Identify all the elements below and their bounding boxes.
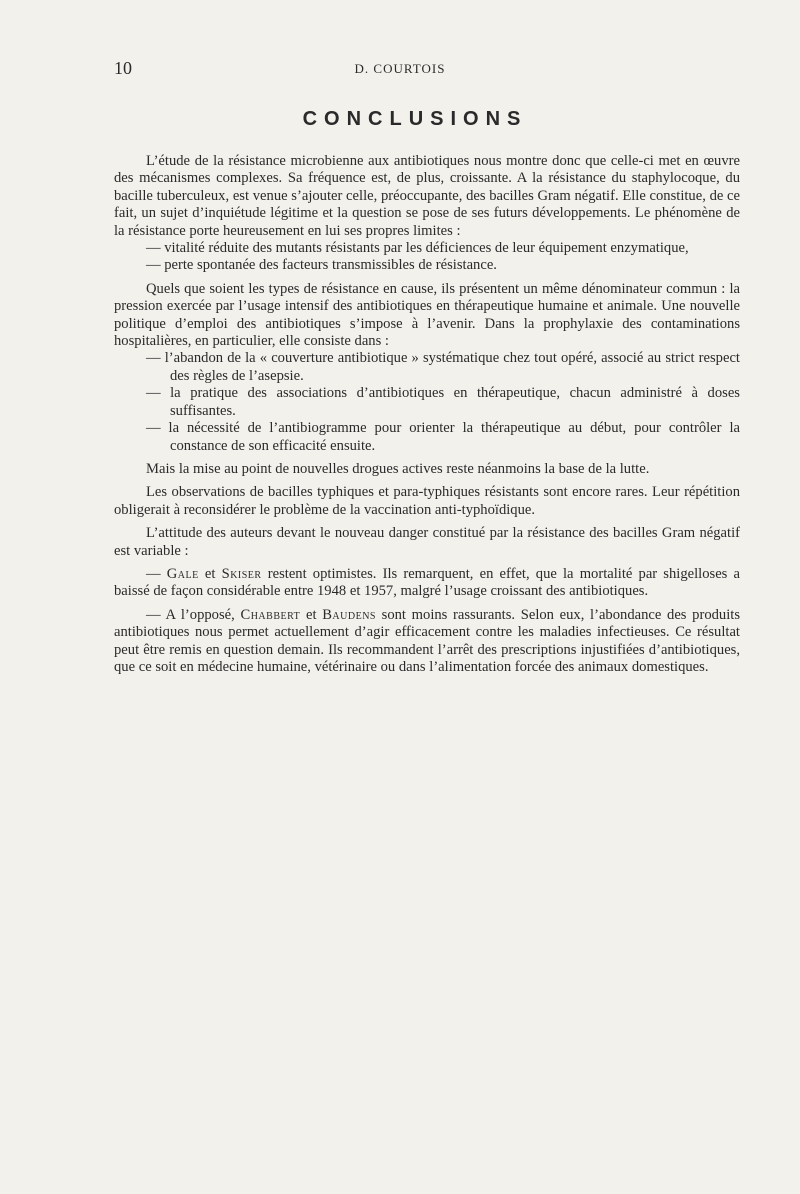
list-item: — vitalité réduite des mutants résistants par les déficiences de leur équipement enzymatique, — [146, 240, 689, 257]
dash: — — [146, 565, 167, 582]
paragraph: Quels que soient les types de résistance en cause, ils présentent un même dénominateur commun : la pression exercée par l’usage intensif des antibiotiques en thérapeutique humaine et animale. Une nouvelle politique d’emploi des antibiotiques s’impose à l’avenir. Dans la prophylaxie des contaminations hospitalières, en particulier, elle consiste dans : — [114, 280, 740, 350]
list-item: — l’abandon de la « couverture antibiotique » systématique chez tout opéré, associé au strict respect des règles de l’asepsie. — [146, 350, 740, 384]
paragraph: L’étude de la résistance microbienne aux antibiotiques nous montre donc que celle-ci met en œuvre des mécanismes complexes. Sa fréquence est, de plus, croissante. A la résistance du staphylocoque, du bacille tuberculeux, est venue s’ajouter celle, préoccupante, des bacilles Gram négatif. Elle constitue, de ce fait, un sujet d’inquiétude légitime et la question se pose de ses futurs développements. Le phénomène de la résistance porte heureusement en lui ses propres limites : — [114, 153, 740, 239]
section-title: CONCLUSIONS — [302, 108, 528, 130]
paragraph: Mais la mise au point de nouvelles drogues actives reste néanmoins la base de la lutte. — [146, 460, 650, 477]
body-text — [114, 153, 740, 682]
paragraph — [114, 607, 740, 677]
list-item: — la pratique des associations d’antibiotiques en thérapeutique, chacun administré à doses suffisantes. — [146, 385, 740, 419]
list-item: — perte spontanée des facteurs transmissibles de résistance. — [146, 257, 497, 274]
text-run: sont moins rassurants. Selon eux, l’abondance des produits antibiotiques nous permet actuellement d’agir efficacement contre les maladies infectieuses. Ce résultat peut être remis en question demain. Ils recommandent l’arrêt des prescriptions injustifiées d’antibiotiques, que ce soit en médecine humaine, vétérinaire ou dans l’alimentation forcée des animaux domestiques. — [114, 606, 740, 675]
running-head: D. COURTOIS — [354, 61, 446, 76]
paragraph: L’attitude des auteurs devant le nouveau danger constitué par la résistance des bacilles Gram négatif est variable : — [114, 525, 740, 559]
text-run: et — [198, 565, 222, 582]
paragraph: Les observations de bacilles typhiques et para-typhiques résistants sont encore rares. Leur répétition obligerait à reconsidérer le problème de la vaccination anti-typhoïdique. — [114, 484, 740, 518]
page-number: 10 — [114, 58, 132, 78]
author-name: Baudens — [322, 606, 376, 623]
text-run: et — [300, 606, 323, 623]
list — [114, 350, 740, 454]
paragraph — [114, 566, 740, 601]
list-item: — la nécessité de l’antibiogramme pour orienter la thérapeutique au début, pour contrôler la constance de son efficacité ensuite. — [146, 420, 740, 454]
text-run: restent optimistes. Ils remarquent, en effet, que la mortalité par shigelloses a baissé de façon considérable entre 1948 et 1957, malgré l’usage croissant des antibiotiques. — [114, 565, 740, 600]
text-run: — A l’opposé, — [146, 606, 241, 623]
list — [114, 240, 740, 275]
author-name: Gale — [166, 565, 199, 582]
author-name: Skiser — [221, 565, 262, 582]
author-name: Chabbert — [240, 606, 301, 623]
